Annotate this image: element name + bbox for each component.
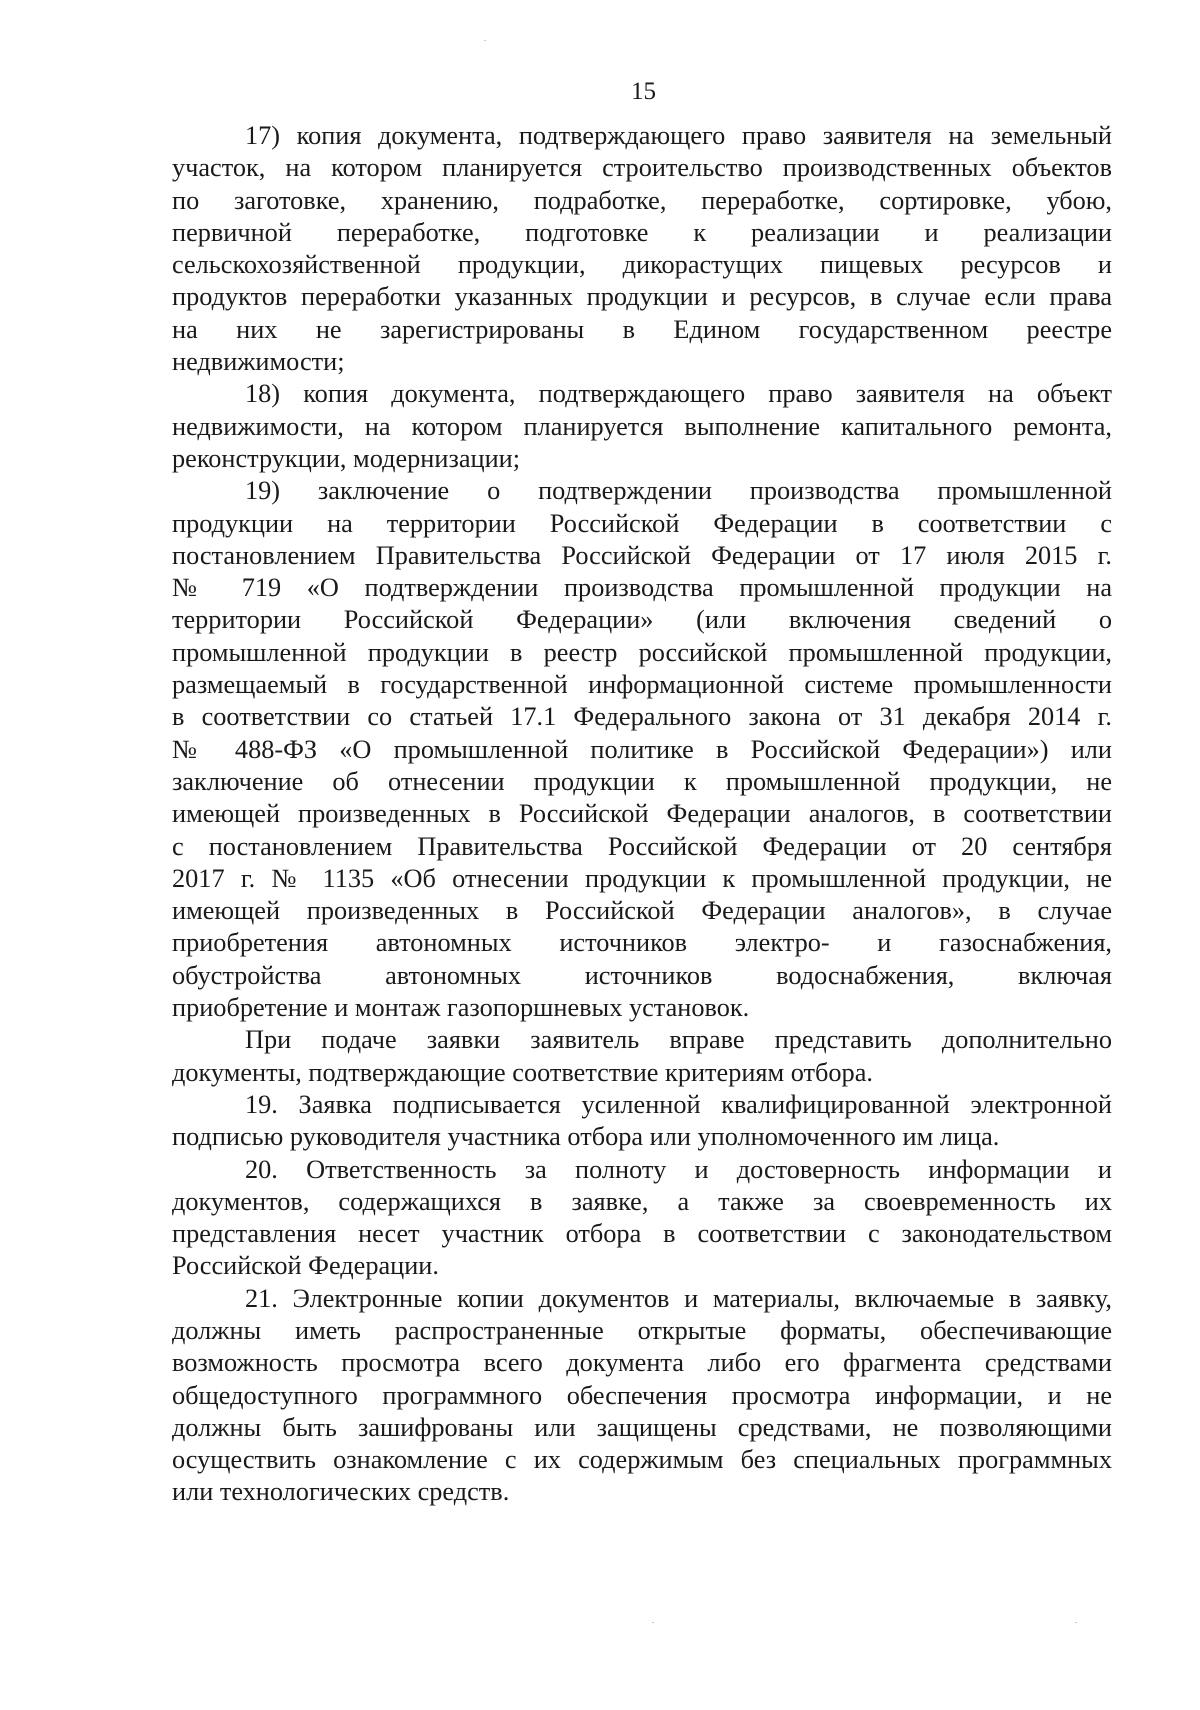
paragraph-clause-20 [172,1154,1112,1283]
page-number: 15 [631,78,656,105]
scan-speck [1075,1622,1077,1623]
text-line: продукции на территории Российской Федерации в соответствии с [172,508,1112,538]
text-line: с постановлением Правительства Российской Федерации от 20 сентября [172,831,1112,861]
scan-speck [484,40,486,41]
text-line: первичной переработке, подготовке к реализации и реализации [172,217,1112,247]
text-line: 21. Электронные копии документов и материалы, включаемые в заявку, [245,1283,1112,1313]
text-line: Российской Федерации. [172,1251,439,1281]
paragraph-item-18 [172,378,1112,475]
text-line: представления несет участник отбора в соответствии с законодательством [172,1219,1112,1249]
paragraph-item-17 [172,120,1112,378]
text-line: заключение об отнесении продукции к промышленной продукции, не [172,766,1112,796]
text-line: 17) копия документа, подтверждающего право заявителя на земельный [245,121,1112,150]
text-line: подписью руководителя участника отбора или уполномоченного им лица. [172,1122,1000,1152]
text-line: или технологических средств. [172,1477,510,1507]
text-line: в соответствии со статьей 17.1 Федерального закона от 31 декабря 2014 г. [172,702,1112,732]
document-body [172,120,1112,1509]
text-line: реконструкции, модернизации; [172,443,521,473]
paragraph-additional-docs [172,1024,1112,1089]
text-line: промышленной продукции в реестр российской промышленной продукции, [172,637,1112,667]
text-line: 2017 г. № 1135 «Об отнесении продукции к промышленной продукции, не [172,863,1112,893]
text-line: № 719 «О подтверждении производства промышленной продукции на [172,573,1112,603]
paragraph-clause-19 [172,1089,1112,1154]
text-line: недвижимости, на котором планируется выполнение капитального ремонта, [172,411,1112,441]
text-line: возможность просмотра всего документа либо его фрагмента средствами [172,1348,1112,1378]
text-line: документов, содержащихся в заявке, а также за своевременность их [172,1186,1112,1216]
text-line: недвижимости; [172,347,345,377]
text-line: осуществить ознакомление с их содержимым без специальных программных [172,1445,1112,1475]
text-line: 19) заключение о подтверждении производства промышленной [245,476,1112,506]
text-line: имеющей произведенных в Российской Федерации аналогов, в соответствии [172,799,1112,829]
text-line: должны быть зашифрованы или защищены средствами, не позволяющими [172,1412,1112,1442]
text-line: При подаче заявки заявитель вправе представить дополнительно [245,1025,1112,1055]
text-line: территории Российской Федерации» (или включения сведений о [172,605,1112,635]
paragraph-clause-21 [172,1283,1112,1509]
text-line: должны иметь распространенные открытые форматы, обеспечивающие [172,1315,1112,1345]
text-line: обустройства автономных источников водоснабжения, включая [172,960,1112,990]
paragraph-item-19 [172,475,1112,1024]
text-line: 19. Заявка подписывается усиленной квалифицированной электронной [245,1089,1112,1119]
scan-speck [652,1622,654,1623]
text-line: общедоступного программного обеспечения просмотра информации, и не [172,1380,1112,1410]
text-line: 20. Ответственность за полноту и достоверность информации и [245,1154,1112,1184]
text-line: размещаемый в государственной информационной системе промышленности [172,670,1112,700]
text-line: участок, на котором планируется строительство производственных объектов [172,153,1112,183]
text-line: по заготовке, хранению, подработке, переработке, сортировке, убою, [172,185,1112,215]
text-line: приобретение и монтаж газопоршневых установок. [172,993,750,1023]
text-line: № 488-ФЗ «О промышленной политике в Российской Федерации») или [172,734,1112,764]
text-line: 18) копия документа, подтверждающего право заявителя на объект [245,379,1112,409]
text-line: имеющей произведенных в Российской Федерации аналогов», в случае [172,896,1112,926]
text-line: документы, подтверждающие соответствие критериям отбора. [172,1057,873,1087]
text-line: на них не зарегистрированы в Едином государственном реестре [172,314,1112,344]
text-line: сельскохозяйственной продукции, дикорастущих пищевых ресурсов и [172,250,1112,280]
text-line: продуктов переработки указанных продукции и ресурсов, в случае если права [172,282,1112,312]
text-line: приобретения автономных источников электро- и газоснабжения, [172,928,1112,958]
text-line: постановлением Правительства Российской Федерации от 17 июля 2015 г. [172,540,1112,570]
